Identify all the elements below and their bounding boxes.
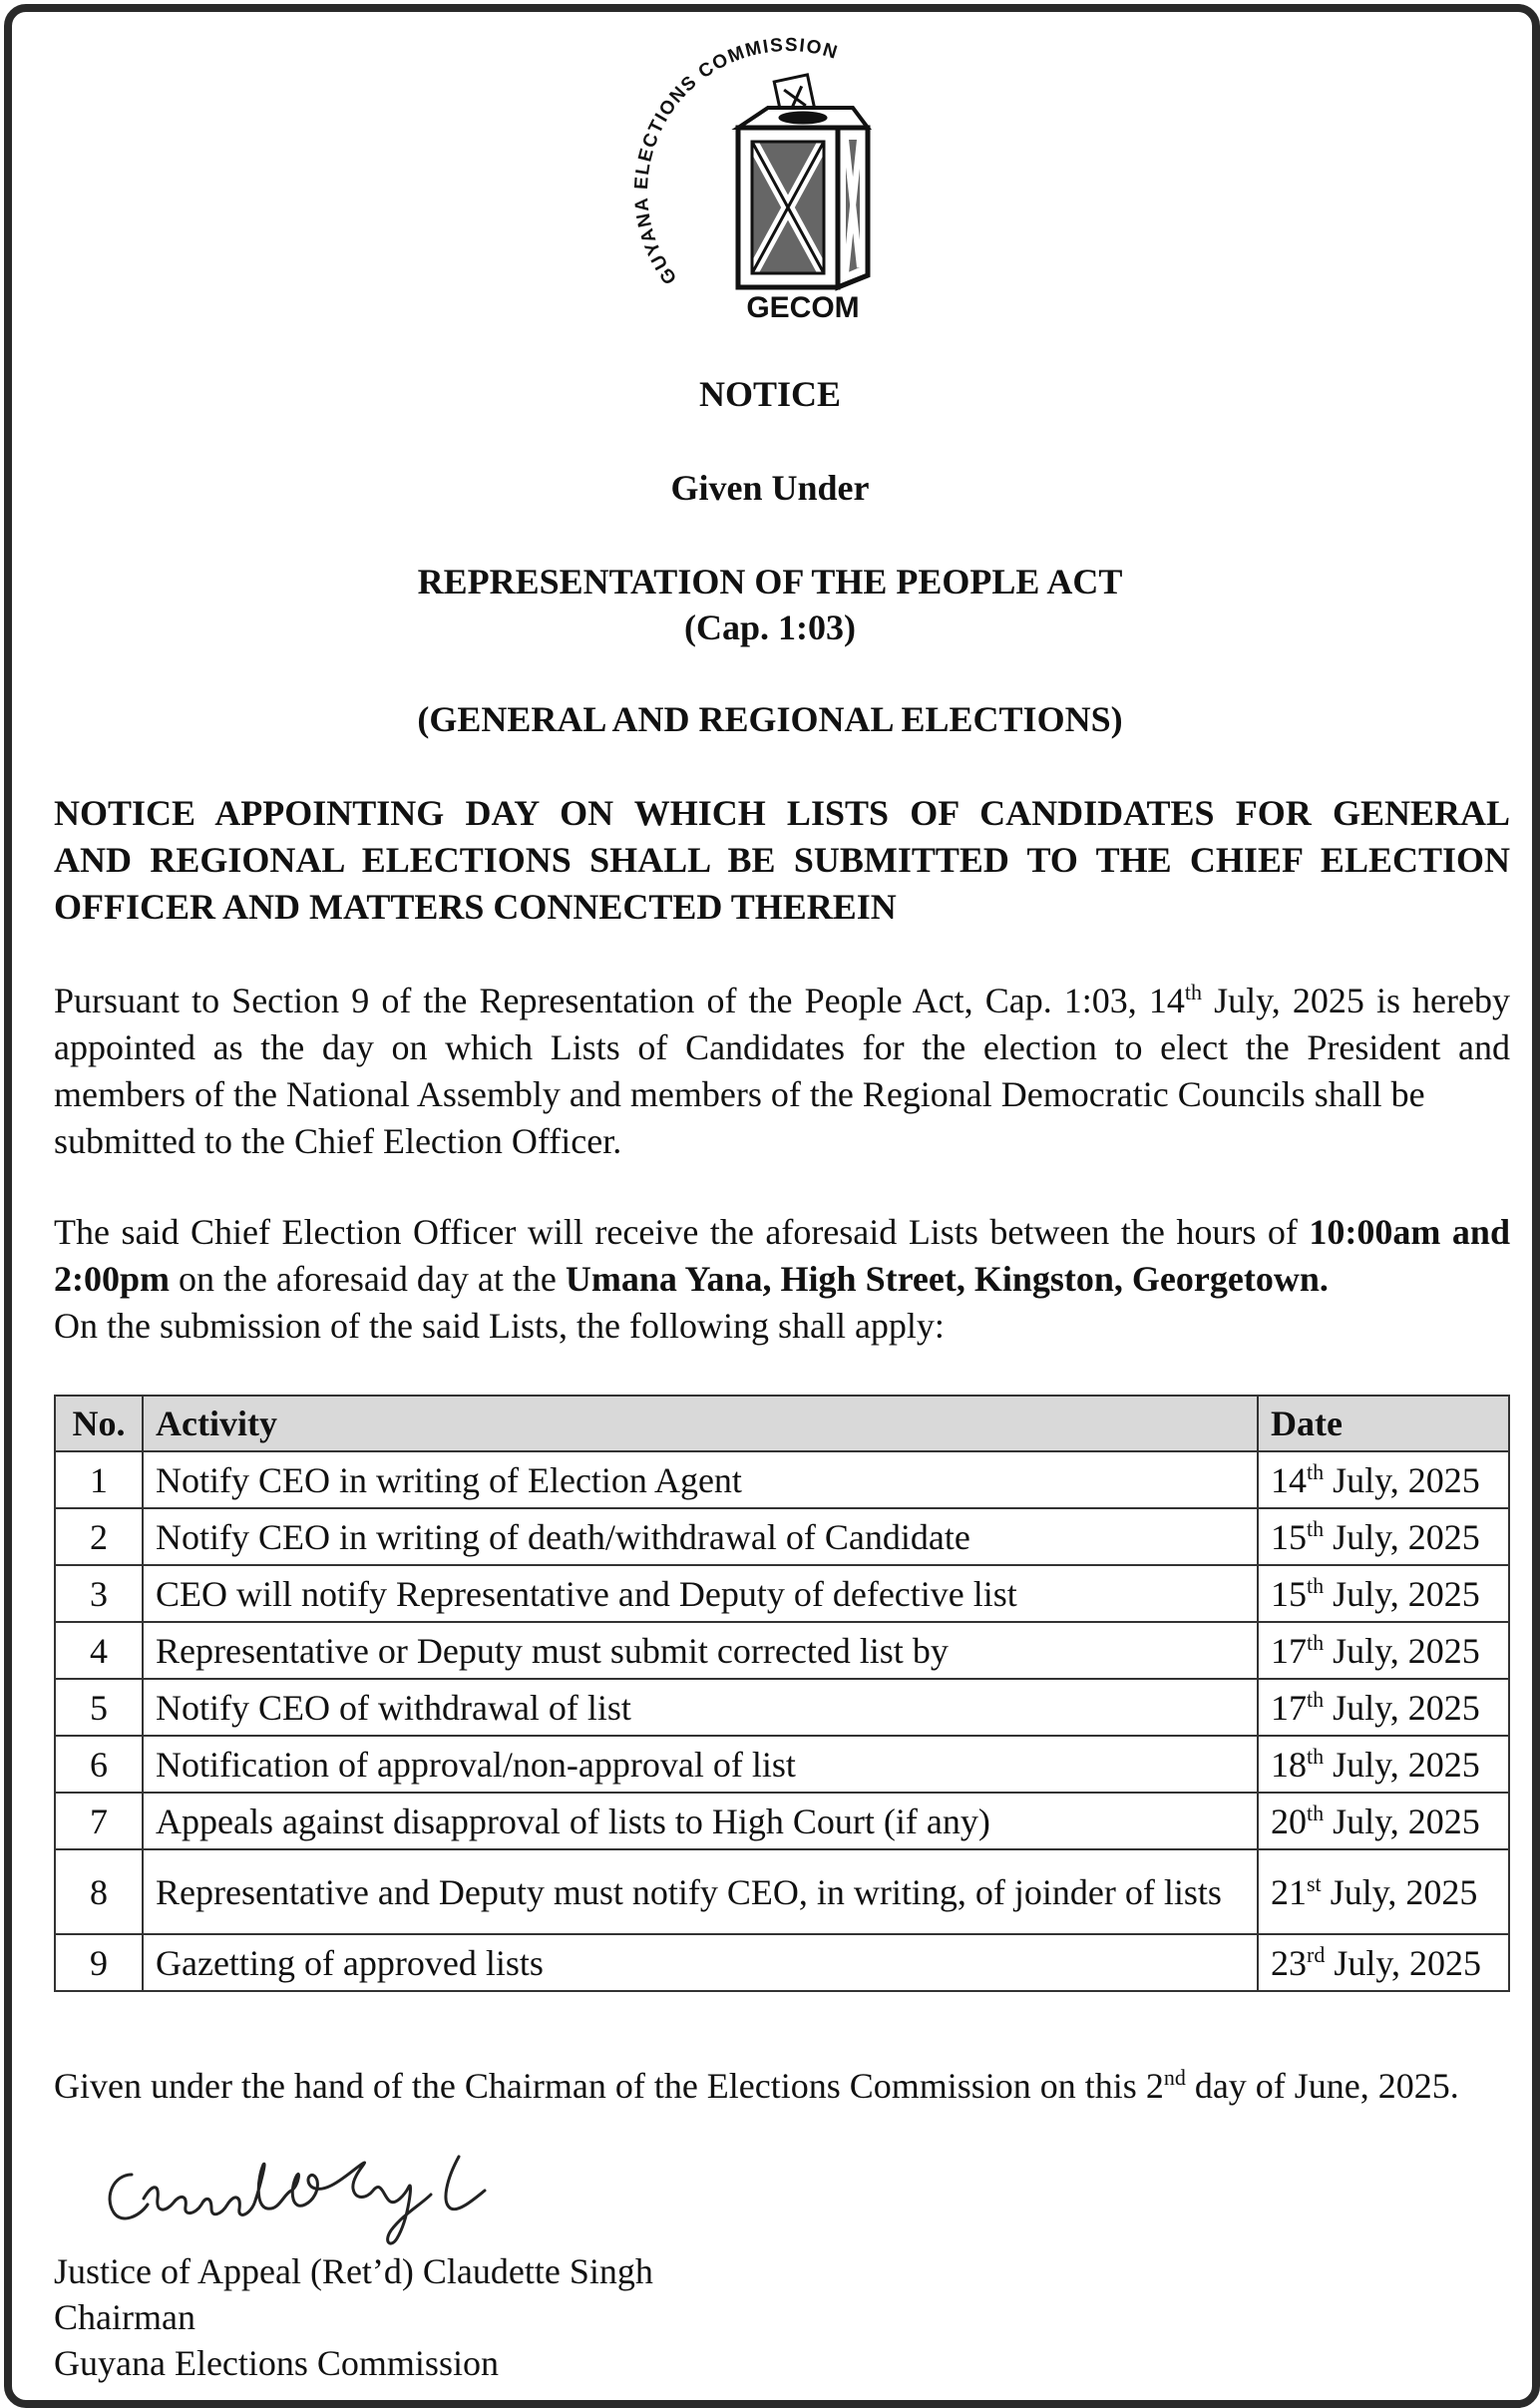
notice-heading: NOTICE (698, 374, 842, 414)
row-number: 8 (55, 1849, 143, 1934)
main-title-line-3: OFFICER AND MATTERS CONNECTED THEREIN (54, 887, 897, 927)
header-activity: Activity (143, 1396, 1258, 1451)
row-activity: Notify CEO in writing of death/withdrawal of Candidate (143, 1508, 1258, 1565)
paragraph1-last-line: submitted to the Chief Election Officer. (54, 1121, 622, 1161)
row-date: 18th July, 2025 (1258, 1736, 1509, 1793)
logo-arc-text: GUYANA ELECTIONS COMMISSION (630, 34, 841, 288)
main-title-line-1: NOTICE APPOINTING DAY ON WHICH LISTS OF CANDIDATES FOR GENERAL (54, 793, 1510, 833)
row-activity: Notify CEO of withdrawal of list (143, 1679, 1258, 1736)
act-cap-heading: (Cap. 1:03) (684, 607, 856, 647)
header-date: Date (1258, 1396, 1509, 1451)
row-activity: Appeals against disapproval of lists to High Court (if any) (143, 1793, 1258, 1849)
paragraph2-text-1: The said Chief Election Officer will receive the aforesaid Lists between the hours of (54, 1212, 1310, 1252)
row-number: 1 (55, 1451, 143, 1508)
row-number: 3 (55, 1565, 143, 1622)
ballot-box-icon (738, 75, 868, 287)
row-activity: CEO will notify Representative and Deputy of defective list (143, 1565, 1258, 1622)
row-number: 4 (55, 1622, 143, 1679)
signatory-title: Chairman (54, 2297, 195, 2337)
elections-heading: (GENERAL AND REGIONAL ELECTIONS) (417, 699, 1123, 739)
submission-venue: Umana Yana, High Street, Kingston, Georgetown. (565, 1259, 1329, 1299)
table-row (55, 1565, 1509, 1622)
table-row (55, 1622, 1509, 1679)
row-number: 9 (55, 1934, 143, 1991)
table-row (55, 1849, 1509, 1934)
paragraph1-day-suffix: th (1184, 980, 1203, 1004)
notice-main-title (54, 790, 1510, 931)
table-row (55, 1679, 1509, 1736)
closing-suffix: nd (1163, 2065, 1186, 2090)
paragraph2-text-2: on the aforesaid day at the (170, 1259, 566, 1299)
paragraph2-text-3: On the submission of the said Lists, the following shall apply: (54, 1306, 945, 1346)
row-date: 17th July, 2025 (1258, 1679, 1509, 1736)
signatory-organization: Guyana Elections Commission (54, 2343, 499, 2383)
row-activity: Representative or Deputy must submit corrected list by (143, 1622, 1258, 1679)
row-activity: Notify CEO in writing of Election Agent (143, 1451, 1258, 1508)
row-date: 23rd July, 2025 (1258, 1934, 1509, 1991)
closing-before: Given under the hand of the Chairman of the Elections Commission on this 2 (54, 2066, 1164, 2106)
row-date: 14th July, 2025 (1258, 1451, 1509, 1508)
row-activity: Notification of approval/non-approval of list (143, 1736, 1258, 1793)
notice-border (4, 4, 1540, 2408)
closing-statement (54, 2063, 1510, 2110)
row-number: 6 (55, 1736, 143, 1793)
logo-acronym: GECOM (746, 291, 860, 324)
act-name-heading: REPRESENTATION OF THE PEOPLE ACT (417, 562, 1123, 602)
row-number: 5 (55, 1679, 143, 1736)
table-row (55, 1736, 1509, 1793)
main-title-line-2: AND REGIONAL ELECTIONS SHALL BE SUBMITTED TO THE CHIEF ELECTION (54, 840, 1510, 880)
row-date: 17th July, 2025 (1258, 1622, 1509, 1679)
signatory-name: Justice of Appeal (Ret’d) Claudette Singh (54, 2251, 653, 2291)
row-activity: Representative and Deputy must notify CEO, in writing, of joinder of lists (143, 1849, 1258, 1934)
submission-paragraph (54, 1209, 1510, 1350)
schedule-table (54, 1395, 1510, 1992)
row-date: 15th July, 2025 (1258, 1508, 1509, 1565)
row-activity: Gazetting of approved lists (143, 1934, 1258, 1991)
row-number: 7 (55, 1793, 143, 1849)
paragraph1-intro: Pursuant to Section 9 of the Representation of the People Act, Cap. 1:03, 14 (54, 981, 1185, 1020)
appointment-paragraph (54, 978, 1510, 1165)
table-row (55, 1451, 1509, 1508)
table-row (55, 1793, 1509, 1849)
gecom-logo (628, 28, 918, 327)
row-date: 21st July, 2025 (1258, 1849, 1509, 1934)
row-number: 2 (55, 1508, 143, 1565)
closing-after: day of June, 2025. (1185, 2066, 1459, 2106)
row-date: 15th July, 2025 (1258, 1565, 1509, 1622)
table-row (55, 1934, 1509, 1991)
paragraph1-body: July, 2025 is hereby appointed as the day on which Lists of Candidates for the election to elect the President and members of the National Assembly and members of the Regional Democratic Councils shall be (54, 981, 1510, 1114)
table-row (55, 1508, 1509, 1565)
table-header-row (55, 1396, 1509, 1451)
given-under-heading: Given Under (670, 468, 870, 508)
row-date: 20th July, 2025 (1258, 1793, 1509, 1849)
header-no: No. (55, 1396, 143, 1451)
submission-hours: 10:00am and 2:00pm (54, 1212, 1510, 1299)
chairman-signature (92, 2135, 511, 2264)
